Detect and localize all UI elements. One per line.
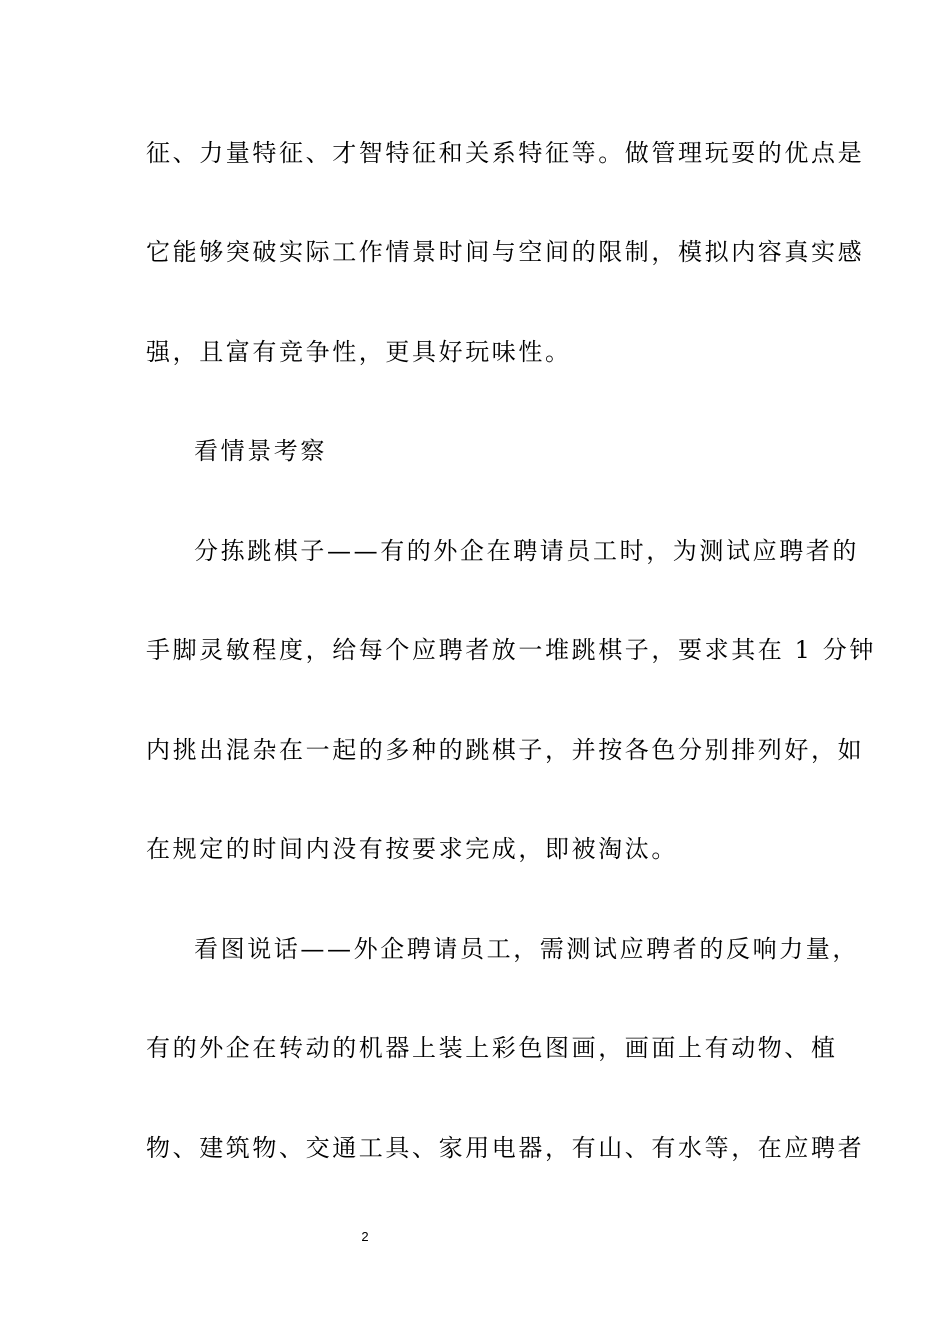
section-heading: 看情景考察	[194, 437, 327, 465]
page-number: 2	[361, 1229, 369, 1244]
text-line-11: 物、建筑物、交通工具、家用电器，有山、有水等，在应聘者	[146, 1134, 865, 1162]
text-line-5: 分拣跳棋子——有的外企在聘请员工时，为测试应聘者的	[194, 537, 859, 565]
text-line-2: 它能够突破实际工作情景时间与空间的限制，模拟内容真实感	[146, 238, 865, 266]
text-line-10: 有的外企在转动的机器上装上彩色图画，画面上有动物、植	[146, 1034, 838, 1062]
text-line-3: 强，且富有竞争性，更具好玩味性。	[146, 338, 572, 366]
text-line-9: 看图说话——外企聘请员工，需测试应聘者的反响力量，	[194, 935, 859, 963]
text-line-1: 征、力量特征、才智特征和关系特征等。做管理玩耍的优点是	[146, 139, 865, 167]
text-line-7: 内挑出混杂在一起的多种的跳棋子，并按各色分别排列好，如	[146, 736, 865, 764]
text-line-8: 在规定的时间内没有按要求完成，即被淘汰。	[146, 835, 678, 863]
text-line-6: 手脚灵敏程度，给每个应聘者放一堆跳棋子，要求其在 1 分钟	[146, 636, 876, 664]
